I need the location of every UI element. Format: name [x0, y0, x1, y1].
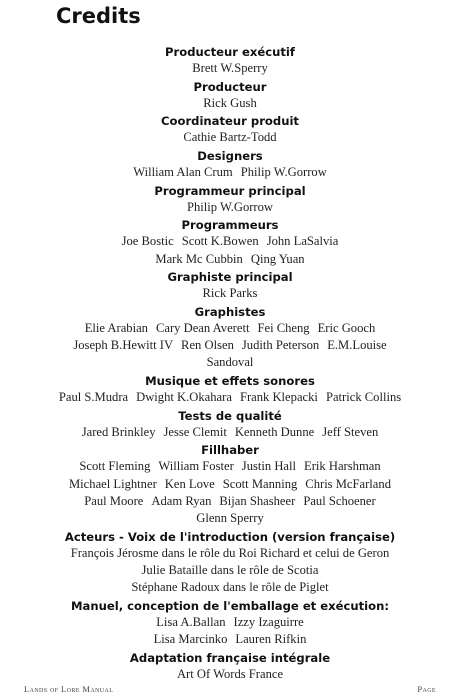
credit-name: Adam Ryan: [151, 493, 212, 508]
credit-name: Chris McFarland: [305, 476, 391, 491]
credit-name: Elie Arabian: [84, 321, 148, 335]
credit-names-line: [0, 164, 460, 181]
credit-name: Patrick Collins: [325, 390, 402, 405]
credit-name: Frank Klepacki: [239, 390, 318, 405]
credit-name: Art Of Words France: [176, 666, 284, 681]
credits-list: [0, 44, 460, 684]
credit-names-line: [0, 614, 460, 631]
credit-role: Graphistes: [194, 305, 266, 319]
credit-name: Ken Love: [164, 476, 215, 491]
credit-names-line: [0, 424, 460, 441]
credit-role: Acteurs - Voix de l'introduction (version française): [64, 529, 396, 544]
credit-role: Fillhaber: [201, 443, 259, 458]
credit-names-line: [0, 562, 460, 579]
credit-name: Lauren Rifkin: [235, 631, 307, 646]
page-title: Credits: [56, 4, 141, 28]
credit-role: Coordinateur produit: [161, 114, 299, 129]
credit-names-line: [0, 251, 460, 268]
credit-names-line: [0, 199, 460, 216]
credit-role: Programmeur principal: [154, 183, 306, 198]
credit-name: Paul S.Mudra: [58, 390, 129, 405]
credit-section: [0, 44, 460, 79]
credit-names-line: [0, 320, 460, 337]
credit-name: Julie Bataille dans le rôle de Scotia: [141, 562, 319, 577]
credit-role: Producteur: [193, 79, 267, 94]
credit-section: [0, 113, 460, 148]
credit-name: Scott K.Bowen: [181, 234, 259, 249]
credit-section: [0, 442, 460, 528]
credit-name: Lisa Marcinko: [153, 631, 228, 646]
credit-names-line: [0, 337, 460, 354]
credit-section: [0, 183, 460, 218]
credit-name: Glenn Sperry: [196, 511, 264, 525]
credit-names-line: [0, 510, 460, 527]
credit-name: John LaSalvia: [266, 234, 339, 249]
footer-manual-title: Lands of Lore Manual: [24, 684, 114, 694]
credit-section: [0, 598, 460, 650]
credit-name: Paul Moore: [84, 493, 144, 508]
credit-role: Designers: [197, 149, 263, 164]
credit-name: Izzy Izaguirre: [233, 614, 304, 629]
credit-section: [0, 217, 460, 269]
credit-names-line: [0, 233, 460, 250]
credit-section: [0, 79, 460, 114]
credit-name: Judith Peterson: [241, 338, 320, 353]
credit-section: [0, 529, 460, 598]
credit-name: E.M.Louise: [327, 338, 387, 353]
credit-name: Erik Harshman: [304, 459, 381, 474]
credit-name: François Jérosme dans le rôle du Roi Richard et celui de Geron: [70, 545, 390, 560]
credit-names-line: [0, 476, 460, 493]
credit-names-line: [0, 493, 460, 510]
credit-role: Adaptation française intégrale: [129, 650, 331, 665]
credit-role: Producteur exécutif: [165, 45, 295, 59]
credit-role: Programmeurs: [181, 218, 279, 233]
credit-names-line: [0, 389, 460, 406]
credit-name: Eric Gooch: [317, 321, 376, 335]
credit-name: Scott Fleming: [79, 459, 151, 474]
credit-name: Brett W.Sperry: [192, 61, 268, 75]
credit-name: Scott Manning: [222, 476, 298, 491]
credit-names-line: [0, 354, 460, 371]
credit-name: Cathie Bartz-Todd: [183, 130, 277, 145]
credit-name: Rick Gush: [203, 95, 257, 110]
credit-name: Joe Bostic: [121, 234, 174, 249]
credit-names-line: [0, 458, 460, 475]
credit-name: Sandoval: [206, 355, 254, 370]
credit-names-line: [0, 545, 460, 562]
credit-section: [0, 148, 460, 183]
credit-name: Bijan Shasheer: [219, 493, 296, 508]
page-footer: [24, 684, 436, 696]
credit-name: Paul Schoener: [303, 493, 376, 508]
credit-name: Mark Mc Cubbin: [155, 251, 243, 266]
credit-role: Tests de qualité: [178, 408, 282, 423]
credit-names-line: [0, 285, 460, 302]
credit-section: [0, 269, 460, 304]
credit-name: Jared Brinkley: [81, 424, 156, 439]
credit-names-line: [0, 60, 460, 77]
credit-section: [0, 408, 460, 443]
credit-name: Jeff Steven: [322, 424, 379, 439]
credit-role: Musique et effets sonores: [145, 374, 315, 389]
credit-name: Stéphane Radoux dans le rôle de Piglet: [131, 580, 329, 595]
credit-name: Fei Cheng: [257, 321, 310, 335]
credit-name: Rick Parks: [202, 286, 258, 301]
credit-name: Jesse Clemit: [163, 424, 227, 439]
credit-name: Philip W.Gorrow: [240, 165, 327, 180]
credit-name: William Alan Crum: [133, 165, 233, 180]
credit-section: [0, 650, 460, 685]
credit-role: Manuel, conception de l'emballage et exécution:: [71, 598, 389, 613]
footer-page-label: Page: [417, 684, 436, 694]
credit-name: Kenneth Dunne: [234, 424, 315, 439]
credit-name: Philip W.Gorrow: [186, 199, 274, 214]
credit-names-line: [0, 129, 460, 146]
credit-names-line: [0, 579, 460, 596]
credit-names-line: [0, 666, 460, 683]
credit-name: Qing Yuan: [250, 251, 305, 266]
credit-section: [0, 304, 460, 373]
credit-name: Cary Dean Averett: [155, 321, 250, 335]
credit-name: Ren Olsen: [181, 338, 234, 353]
credit-name: William Foster: [158, 459, 234, 474]
credit-name: Justin Hall: [241, 459, 297, 474]
credit-role: Graphiste principal: [167, 270, 293, 285]
credit-name: Lisa A.Ballan: [156, 614, 226, 629]
credit-name: Joseph B.Hewitt IV: [73, 338, 174, 353]
credit-section: [0, 373, 460, 408]
credit-names-line: [0, 95, 460, 112]
credit-name: Dwight K.Okahara: [136, 390, 232, 405]
credit-names-line: [0, 631, 460, 648]
credit-name: Michael Lightner: [68, 476, 157, 491]
